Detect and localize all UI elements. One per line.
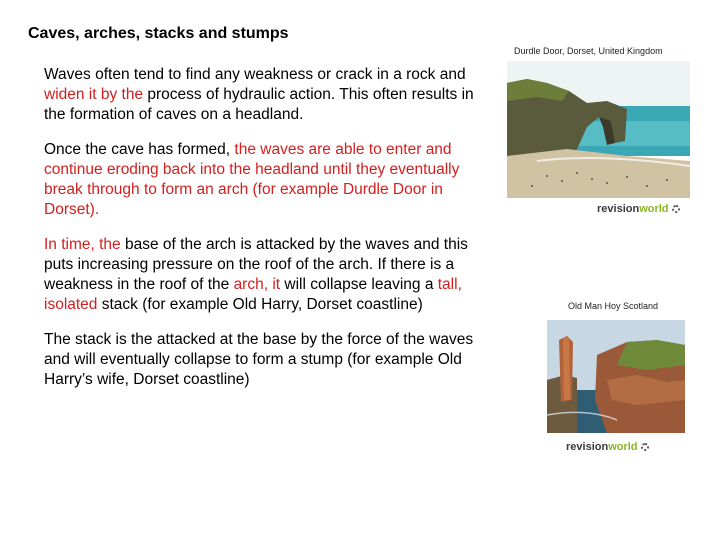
durdle-door-photo <box>507 61 690 198</box>
logo-ring-icon <box>672 205 680 213</box>
paragraph-text: base of the arch is attacked by the waves and this puts increasing pressure on the roof of the arch. If there is a weakness in the roof of the <box>44 236 468 293</box>
paragraph-text: stack (for example Old Harry, Dorset coastline) <box>97 296 423 313</box>
paragraph-stack <box>44 235 496 315</box>
highlighted-text: the waves are able to enter and continue eroding back into the headland until they eventually break through to form an arch (for example Durdle Door in Dorset). <box>44 141 460 218</box>
durdle-door-caption: Durdle Door, Dorset, United Kingdom <box>514 46 663 56</box>
paragraph-arch <box>44 140 496 220</box>
paragraph-cave <box>44 65 496 125</box>
paragraph-text: Waves often tend to find any weakness or crack in a rock and <box>44 66 466 83</box>
highlighted-text: In time, the <box>44 236 121 253</box>
revisionworld-logo: revision world <box>597 203 680 215</box>
paragraph-text: process of hydraulic action. This often results in the formation of caves on a headland. <box>44 86 474 123</box>
logo-ring-icon <box>641 443 649 451</box>
paragraph-text: will collapse leaving a <box>280 276 438 293</box>
old-man-hoy-caption: Old Man Hoy Scotland <box>568 301 659 311</box>
highlighted-text: arch, it <box>233 276 281 293</box>
body-text <box>44 65 496 405</box>
highlighted-text: widen it by the <box>44 86 144 103</box>
paragraph-text: The stack is the attacked at the base by the force of the waves and will eventually collapse to form a stump (for example Old Harry’s wife, Dorset coastline) <box>44 331 474 388</box>
paragraph-stump <box>44 330 496 390</box>
revisionworld-logo: revision world <box>566 441 649 453</box>
old-man-hoy-photo <box>547 320 685 433</box>
slide-title: Caves, arches, stacks and stumps <box>28 25 289 42</box>
highlighted-text: tall, isolated <box>44 276 462 313</box>
paragraph-text: Once the cave has formed, <box>44 141 235 158</box>
